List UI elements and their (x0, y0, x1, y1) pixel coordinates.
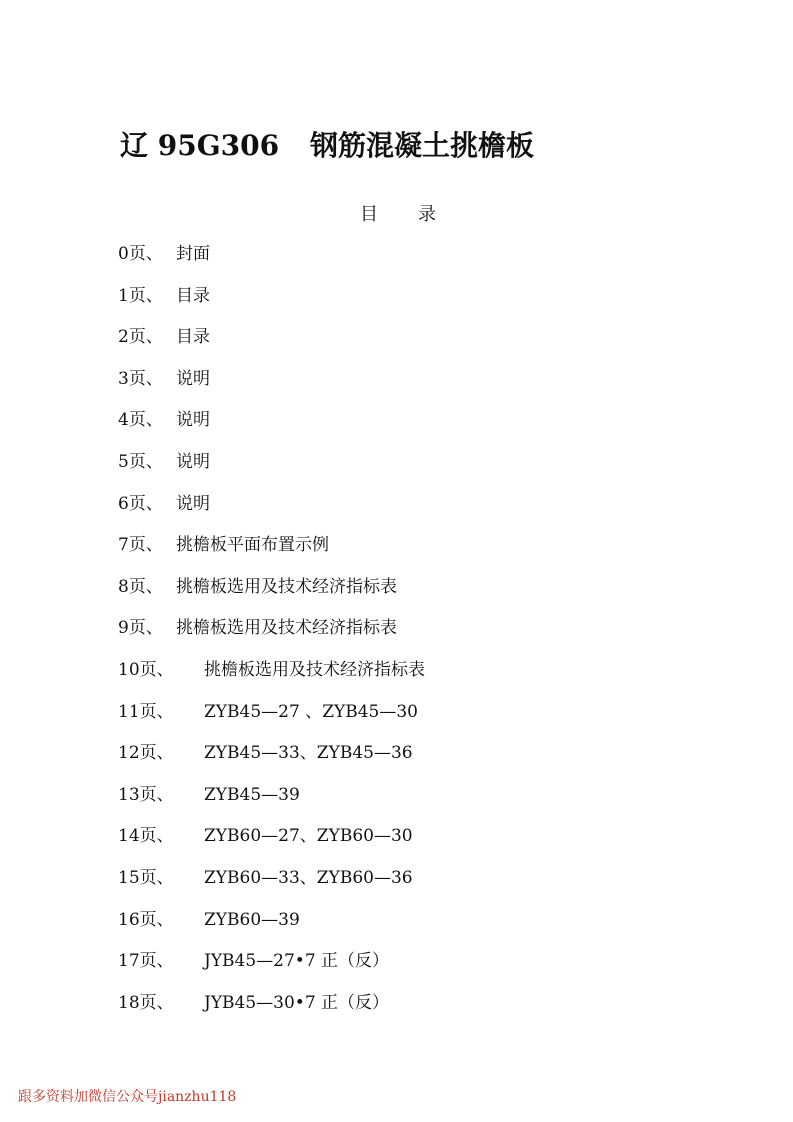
toc-page-number: 4页、 (118, 410, 163, 431)
toc-page-number: 7页、 (118, 535, 163, 556)
toc-entry (118, 406, 425, 448)
toc-page-number: 12页、 (118, 743, 174, 764)
toc-entry (118, 531, 425, 573)
toc-entry (118, 365, 425, 407)
toc-page-number: 6页、 (118, 493, 163, 514)
toc-entry-text: JYB45—30•7 正（反） (204, 992, 390, 1013)
toc-entry (118, 490, 425, 532)
toc-page-number: 11页、 (118, 701, 174, 722)
toc-page-number: 9页、 (118, 618, 163, 639)
toc-entry (118, 947, 425, 989)
toc-entry-text: 说明 (176, 451, 210, 472)
toc-page-number: 15页、 (118, 867, 174, 888)
toc-entry (118, 323, 425, 365)
toc-entry-text: ZYB60—27、ZYB60—30 (204, 826, 413, 847)
toc-heading-char-1: 目 (360, 204, 378, 225)
toc-entry (118, 698, 425, 740)
toc-page-number: 13页、 (118, 784, 174, 805)
table-of-contents (118, 240, 425, 1030)
toc-heading-char-2: 录 (418, 204, 436, 225)
toc-entry-text: 说明 (176, 368, 210, 389)
toc-entry-text: JYB45—27•7 正（反） (204, 951, 390, 972)
toc-entry-text: ZYB45—27 、ZYB45—30 (204, 701, 418, 722)
toc-entry-text: 挑檐板选用及技术经济指标表 (176, 576, 397, 597)
toc-entry-text: 说明 (176, 493, 210, 514)
toc-entry-text: 挑檐板选用及技术经济指标表 (176, 618, 397, 639)
footer-watermark-text: 跟多资料加微信公众号jianzhu118 (18, 1089, 237, 1105)
toc-entry (118, 573, 425, 615)
toc-entry (118, 282, 425, 324)
title-name: 钢筋混凝土挑檐板 (310, 129, 535, 162)
document-title (120, 124, 534, 164)
toc-entry (118, 822, 425, 864)
toc-entry (118, 906, 425, 948)
toc-entry-text: 封面 (176, 244, 210, 264)
toc-page-number: 17页、 (118, 951, 174, 972)
toc-page-number: 8页、 (118, 576, 163, 597)
toc-entry (118, 781, 425, 823)
toc-entry (118, 656, 425, 698)
toc-page-number: 2页、 (118, 327, 163, 348)
toc-page-number: 3页、 (118, 368, 163, 389)
toc-entry (118, 989, 425, 1031)
toc-entry-text: 说明 (176, 410, 210, 431)
toc-entry (118, 448, 425, 490)
toc-heading (360, 200, 436, 226)
toc-entry (118, 240, 425, 282)
toc-entry-text: ZYB60—39 (204, 909, 300, 930)
toc-entry-text: 挑檐板平面布置示例 (176, 535, 329, 556)
toc-entry (118, 614, 425, 656)
toc-page-number: 18页、 (118, 992, 174, 1013)
toc-entry-text: 目录 (176, 285, 210, 306)
title-code: 辽 95G306 (120, 129, 280, 162)
toc-entry-text: ZYB60—33、ZYB60—36 (204, 867, 413, 888)
toc-entry (118, 864, 425, 906)
toc-entry-text: ZYB45—39 (204, 784, 300, 805)
toc-entry-text: ZYB45—33、ZYB45—36 (204, 743, 413, 764)
toc-page-number: 10页、 (118, 659, 174, 680)
toc-page-number: 14页、 (118, 826, 174, 847)
toc-page-number: 0页、 (118, 244, 163, 264)
toc-entry-text: 挑檐板选用及技术经济指标表 (204, 659, 425, 680)
toc-page-number: 1页、 (118, 285, 163, 306)
toc-entry (118, 739, 425, 781)
toc-entry-text: 目录 (176, 327, 210, 348)
toc-page-number: 16页、 (118, 909, 174, 930)
toc-page-number: 5页、 (118, 451, 163, 472)
